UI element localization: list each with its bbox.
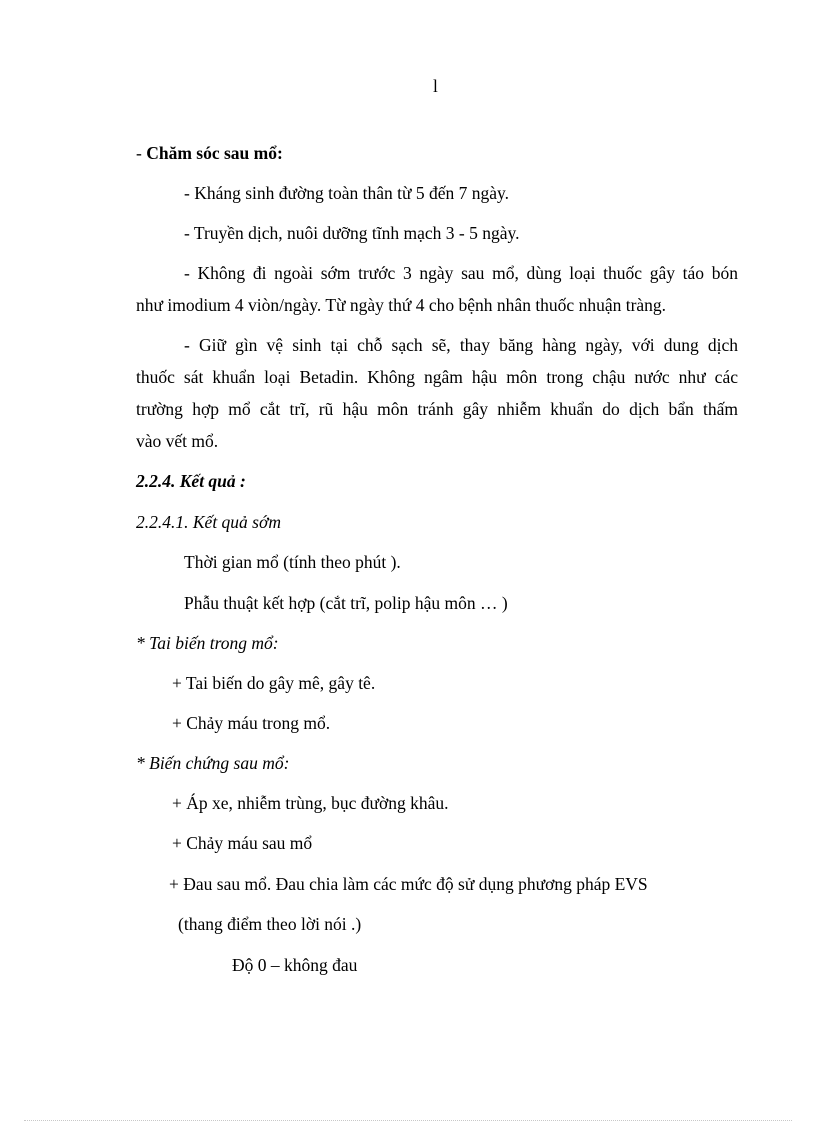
postop-scale-note: (thang điểm theo lời nói .) <box>178 914 362 934</box>
postop-item-abscess: + Áp xe, nhiễm trùng, bục đường khâu. <box>172 793 449 813</box>
care-para4-line2: thuốc sát khuẩn loại Betadin. Không ngâm hậu môn trong chậu nước như các <box>136 367 738 387</box>
results-combined: Phẫu thuật kết hợp (cắt trĩ, polip hậu môn … ) <box>184 593 508 613</box>
page-number: l <box>433 76 438 96</box>
results-time: Thời gian mổ (tính theo phút ). <box>184 552 401 572</box>
page-bottom-rule <box>24 1120 792 1121</box>
care-para3-line2: như imodium 4 viòn/ngày. Từ ngày thứ 4 cho bệnh nhân thuốc nhuận tràng. <box>136 295 667 315</box>
postop-item-bleeding: + Chảy máu sau mổ <box>172 833 313 853</box>
care-para4-line3: trường hợp mổ cắt trĩ, rũ hậu môn tránh gây nhiễm khuẩn do dịch bẩn thấm <box>136 399 738 419</box>
postop-heading: * Biến chứng sau mổ: <box>136 753 290 773</box>
care-heading-prefix: - <box>136 143 147 163</box>
pain-level-0: Độ 0 – không đau <box>232 955 358 975</box>
care-heading-line <box>136 142 283 164</box>
intraop-item-anesthesia: + Tai biến do gây mê, gây tê. <box>172 673 376 693</box>
care-item-antibiotics: - Kháng sinh đường toàn thân từ 5 đến 7 ngày. <box>184 183 510 203</box>
results-heading: 2.2.4. Kết quả : <box>136 471 246 491</box>
care-para4-line1: - Giữ gìn vệ sinh tại chỗ sạch sẽ, thay băng hàng ngày, với dung dịch <box>184 335 738 355</box>
care-heading: Chăm sóc sau mổ: <box>146 143 283 163</box>
care-para3-line1: - Không đi ngoài sớm trước 3 ngày sau mổ, dùng loại thuốc gây táo bón <box>184 263 738 283</box>
care-para4-line4: vào vết mổ. <box>136 431 219 451</box>
postop-item-pain: + Đau sau mổ. Đau chia làm các mức độ sử dụng phương pháp EVS <box>169 874 648 894</box>
care-item-infusion: - Truyền dịch, nuôi dưỡng tĩnh mạch 3 - 5 ngày. <box>184 223 520 243</box>
intraop-item-bleeding: + Chảy máu trong mổ. <box>172 713 331 733</box>
results-subheading: 2.2.4.1. Kết quả sớm <box>136 512 281 532</box>
intraop-heading: * Tai biến trong mổ: <box>136 633 279 653</box>
